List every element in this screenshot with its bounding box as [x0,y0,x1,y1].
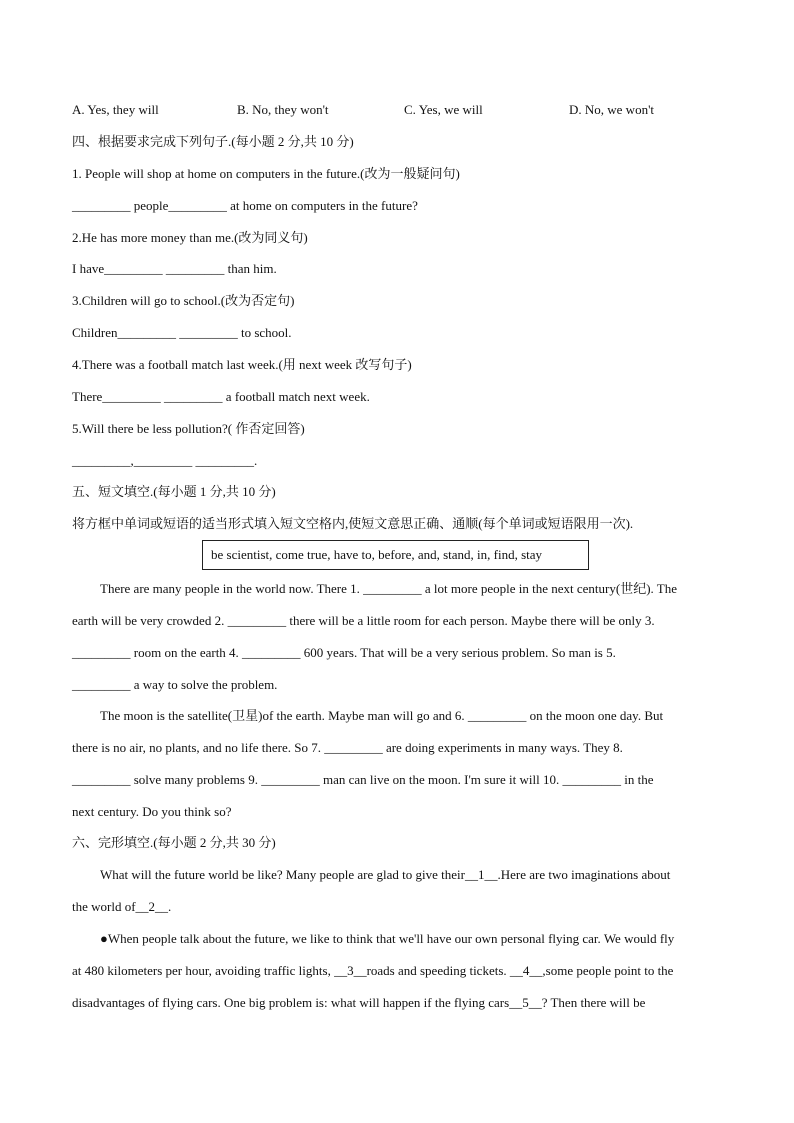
s5-paragraph-1 [72,581,722,693]
s4-question-2: 2.He has more money than me.(改为同义句) [72,230,308,245]
s4-answer-4: There_________ _________ a football match next week. [72,389,370,404]
s4-answer-2: I have_________ _________ than him. [72,261,277,276]
paragraph-line: earth will be very crowded 2. _________ there will be a little room for each person. Maybe there will be only 3. [72,613,655,628]
section5-heading: 五、短文填空.(每小题 1 分,共 10 分) [72,484,276,499]
paragraph-line: The moon is the satellite(卫星)of the earth. Maybe man will go and 6. _________ on the moon one day. But [100,708,664,723]
option-a: A. Yes, they will [72,102,159,117]
s4-question-4: 4.There was a football match last week.(用 next week 改写句子) [72,357,412,372]
paragraph-line: _________ a way to solve the problem. [72,677,278,692]
paragraph-line: at 480 kilometers per hour, avoiding traffic lights, __3__roads and speeding tickets. __4__,some people point to the [72,963,674,978]
word-box-text: be scientist, come true, have to, before, and, stand, in, find, stay [211,547,543,562]
paragraph-line: What will the future world be like? Many people are glad to give their__1__.Here are two imaginations about [100,867,671,882]
paragraph-line: the world of__2__. [72,899,172,914]
paragraph-line: There are many people in the world now. There 1. _________ a lot more people in the next century(世纪). The [100,581,678,596]
s4-answer-5: _________,_________ _________. [72,453,258,468]
paragraph-line: next century. Do you think so? [72,804,232,819]
option-b: B. No, they won't [237,102,329,117]
paragraph-line: _________ room on the earth 4. _________ 600 years. That will be a very serious problem. So man is 5. [72,645,616,660]
s4-answer-3: Children_________ _________ to school. [72,325,292,340]
paragraph-line: _________ solve many problems 9. _________ man can live on the moon. I'm sure it will 10. _________ in the [72,772,654,787]
s6-paragraph-1 [72,867,722,915]
s6-paragraph-2 [72,931,722,1011]
s4-question-3: 3.Children will go to school.(改为否定句) [72,293,295,308]
paragraph-line: ●When people talk about the future, we like to think that we'll have our own personal flying car. We would fly [100,931,675,946]
word-box [202,540,589,570]
s4-answer-1: _________ people_________ at home on computers in the future? [72,198,418,213]
option-c: C. Yes, we will [404,102,483,117]
paragraph-line: disadvantages of flying cars. One big problem is: what will happen if the flying cars__5__? Then there will be [72,995,646,1010]
section4-heading: 四、根据要求完成下列句子.(每小题 2 分,共 10 分) [72,134,354,149]
paragraph-line: there is no air, no plants, and no life there. So 7. _________ are doing experiments in many ways. They 8. [72,740,623,755]
s4-question-1: 1. People will shop at home on computers in the future.(改为一般疑问句) [72,166,460,181]
s4-question-5: 5.Will there be less pollution?( 作否定回答) [72,421,305,436]
section6-heading: 六、完形填空.(每小题 2 分,共 30 分) [72,835,276,850]
section5-instruction: 将方框中单词或短语的适当形式填入短文空格内,使短文意思正确、通顺(每个单词或短语限用一次). [72,516,634,531]
s5-paragraph-2 [72,708,722,820]
option-d: D. No, we won't [569,102,655,117]
